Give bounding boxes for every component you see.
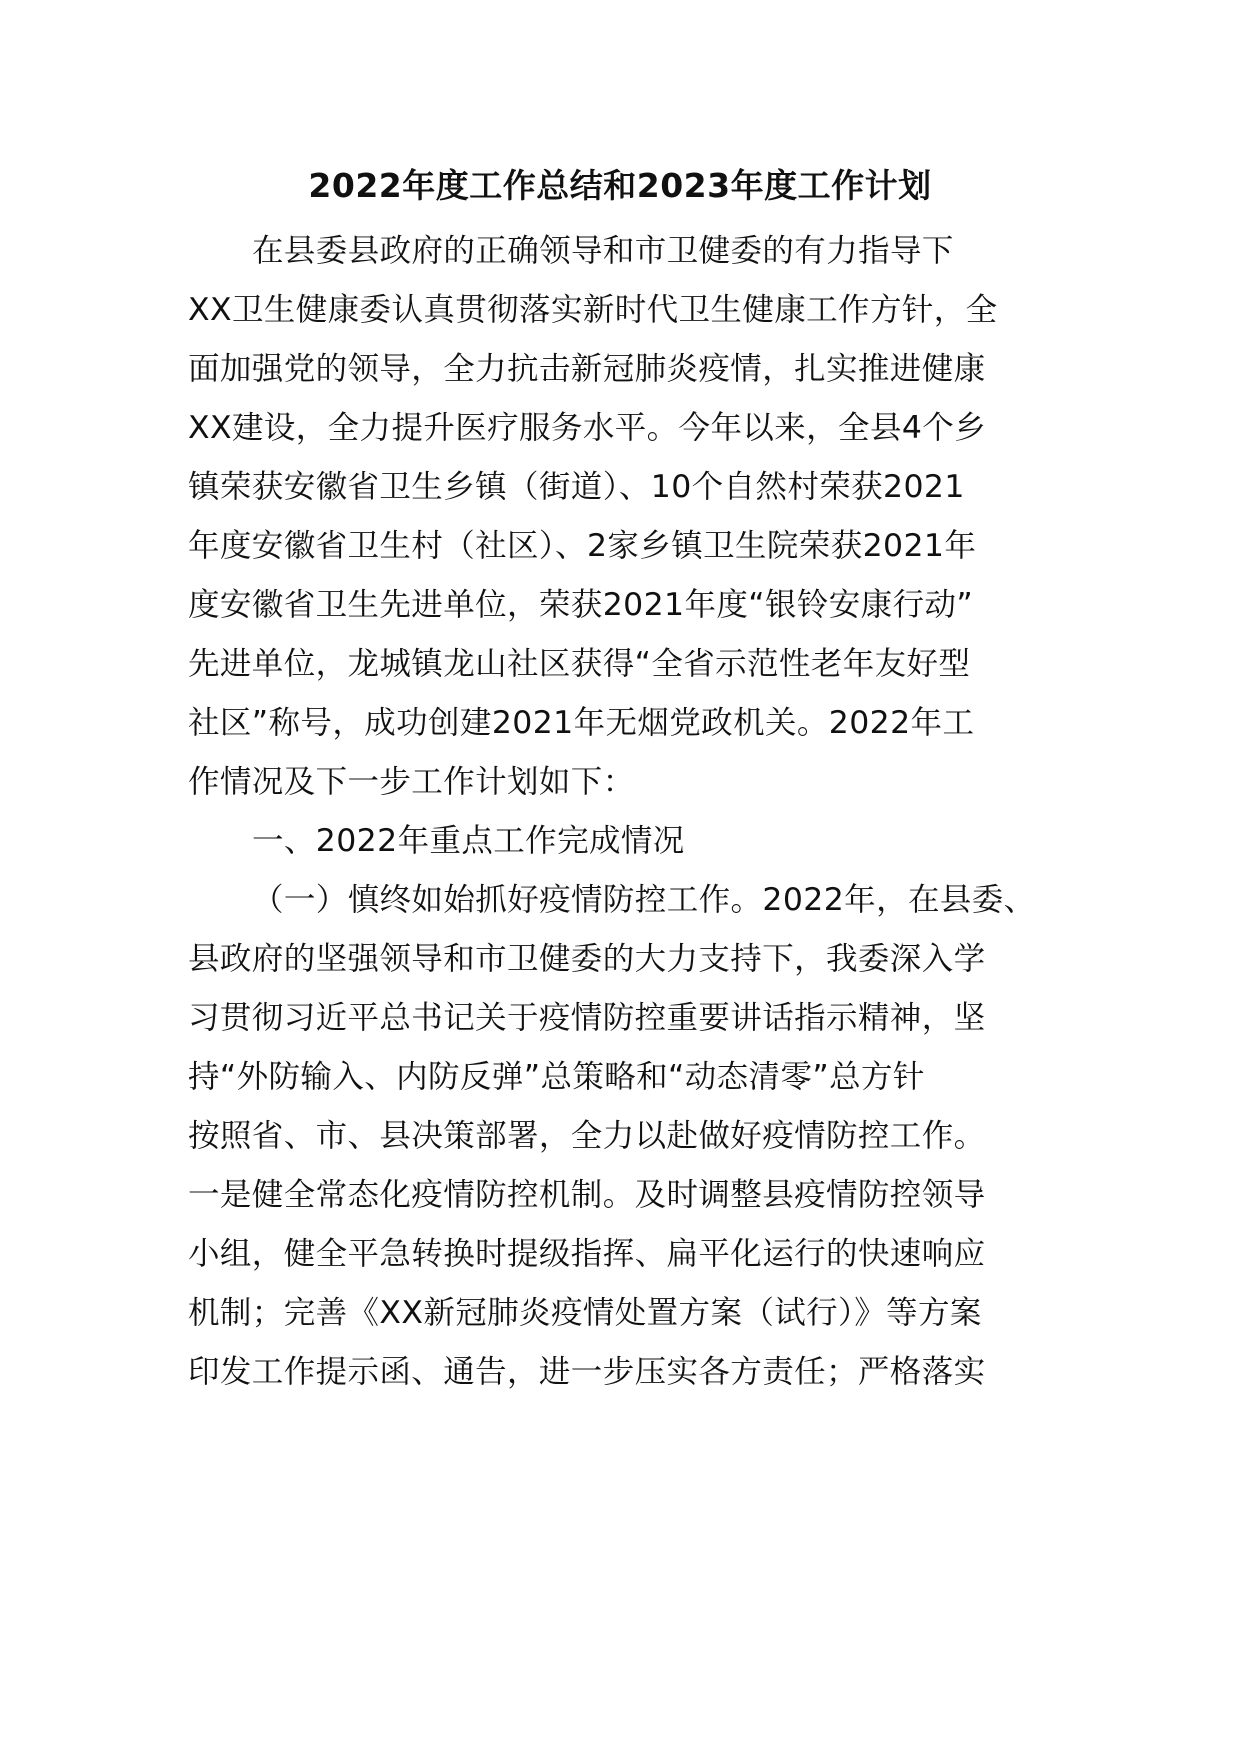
paragraph-line: 机制；完善《XX新冠肺炎疫情处置方案（试行）》等方案 bbox=[188, 1295, 982, 1331]
paragraph-line: 度安徽省卫生先进单位，荣获2021年度“银铃安康行动” bbox=[188, 587, 974, 623]
paragraph-line: 镇荣获安徽省卫生乡镇（街道）、10个自然村荣获2021 bbox=[188, 469, 965, 505]
paragraph-line: 在县委县政府的正确领导和市卫健委的有力指导下 bbox=[252, 233, 954, 269]
paragraph-line: 先进单位，龙城镇龙山社区获得“全省示范性老年友好型 bbox=[188, 646, 971, 682]
paragraph-line: 习贯彻习近平总书记关于疫情防控重要讲话指示精神，坚 bbox=[188, 1000, 986, 1036]
paragraph-line: 持“外防输入、内防反弹”总策略和“动态清零”总方针 bbox=[188, 1059, 925, 1095]
subsection-heading: （一）慎终如始抓好疫情防控工作。2022年，在县委、 bbox=[252, 882, 1036, 918]
paragraph-line: 印发工作提示函、通告，进一步压实各方责任；严格落实 bbox=[188, 1354, 986, 1390]
paragraph-line: 按照省、市、县决策部署，全力以赴做好疫情防控工作。 bbox=[188, 1118, 986, 1154]
paragraph-line: 作情况及下一步工作计划如下： bbox=[188, 764, 635, 800]
paragraph-line: XX卫生健康委认真贯彻落实新时代卫生健康工作方针，全 bbox=[188, 292, 998, 328]
paragraph-line: 社区”称号，成功创建2021年无烟党政机关。2022年工 bbox=[188, 705, 975, 741]
paragraph-line: 一是健全常态化疫情防控机制。及时调整县疫情防控领导 bbox=[188, 1177, 986, 1213]
paragraph-line: 县政府的坚强领导和市卫健委的大力支持下，我委深入学 bbox=[188, 941, 986, 977]
section-heading: 一、2022年重点工作完成情况 bbox=[252, 823, 685, 859]
paragraph-line: 小组，健全平急转换时提级指挥、扁平化运行的快速响应 bbox=[188, 1236, 986, 1272]
document-title: 2022年度工作总结和2023年度工作计划 bbox=[308, 166, 932, 205]
paragraph-line: XX建设，全力提升医疗服务水平。今年以来，全县4个乡 bbox=[188, 410, 987, 446]
paragraph-line: 面加强党的领导，全力抗击新冠肺炎疫情，扎实推进健康 bbox=[188, 351, 986, 387]
paragraph-line: 年度安徽省卫生村（社区）、2家乡镇卫生院荣获2021年 bbox=[188, 528, 977, 564]
